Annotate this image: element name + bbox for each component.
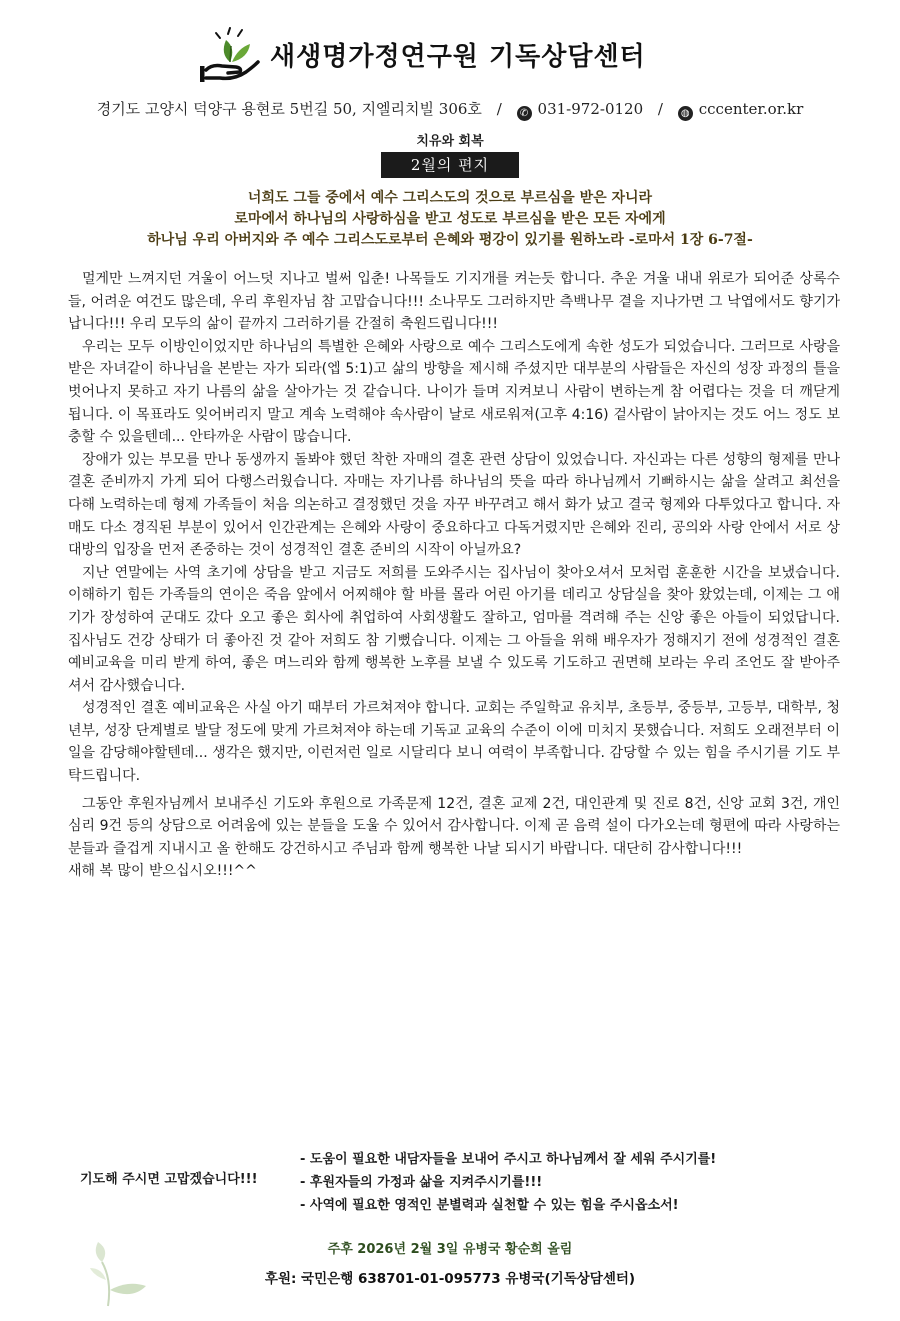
verse-line: 로마에서 하나님의 사랑하심을 받고 성도로 부르심을 받은 모든 자에게 <box>234 211 666 227</box>
letterhead <box>200 26 720 86</box>
org-name: 새생명가정연구원 기독상담센터 <box>270 42 646 72</box>
scripture-verse <box>40 188 860 251</box>
signature: 주후 2026년 2월 3일 유병국 황순희 올림 <box>327 1242 573 1257</box>
globe-icon: ◍ <box>678 106 693 121</box>
verse-line: 하나님 우리 아버지와 주 예수 그리스도로부터 은혜와 평강이 있기를 원하노라 -로마서 1장 6-7절- <box>147 232 753 248</box>
address: 경기도 고양시 덕양구 용현로 5번길 50, 지엘리치빌 306호 <box>96 100 482 118</box>
prayer-item: - 사역에 필요한 영적인 분별력과 실천할 수 있는 힘을 주시옵소서! <box>300 1198 679 1213</box>
paragraph: 그동안 후원자님께서 보내주신 기도와 후원으로 가족문제 12건, 결혼 교제 2건, 대인관계 및 진로 8건, 신앙 교회 3건, 개인 심리 9건 등의 상담으로 어려움에 있는 분들을 도울 수 있어서 감사합니다. 이제 곧 음력 설이 다가오는데 형편에 따라 사랑하는 분들과 즐겁게 지내시고 올 한해도 강건하시고 주님과 함께 행복한 나날 되시기 바랍니다. 대단히 감사합니다!!! <box>68 795 840 857</box>
new-year-greeting: 새해 복 많이 받으십시오!!!^^ <box>68 863 257 880</box>
contact-line <box>0 98 900 121</box>
paragraph: 장애가 있는 부모를 만나 동생까지 돌봐야 했던 착한 자매의 결혼 관련 상담이 있었습니다. 자신과는 다른 성향의 형제를 만나 결혼 준비까지 가게 되어 다행스러웠습니다. 자매는 자기나름 하나님의 뜻을 따라 하나님께서 기뻐하시는 삶을 살려고 최선을 다해 노력하는데 형제 가족들이 처음 의논하고 결정했던 것을 자꾸 바꾸려고 해서 화가 났고 결국 형제와 다투었다고 합니다. 자매도 다소 경직된 부분이 있어서 인간관계는 은혜와 사랑이 중요하다고 다독거렸지만 은혜와 진리, 공의와 사랑 안에서 서로 상대방의 입장을 먼저 존중하는 것이 성경적인 결혼 준비의 시작이 아닐까요? <box>68 451 840 559</box>
prayer-request-label: 기도해 주시면 고맙겠습니다!!! <box>80 1172 258 1187</box>
phone-icon: ✆ <box>517 106 532 121</box>
letter-title-wrap <box>0 152 900 178</box>
logo-hand-leaf-icon <box>200 26 262 84</box>
phone-number: 031-972-0120 <box>537 100 644 118</box>
prayer-request-list <box>300 1148 840 1217</box>
prayer-item: - 도움이 필요한 내담자들을 보내어 주시고 하나님께서 잘 세워 주시기를! <box>300 1152 717 1167</box>
letter-body <box>68 268 840 883</box>
paragraph: 성경적인 결혼 예비교육은 사실 아기 때부터 가르쳐져야 합니다. 교회는 주일학교 유치부, 초등부, 중등부, 고등부, 대학부, 청년부, 성장 단계별로 발달 정도에 맞게 가르쳐져야 하는데 기독교 교육의 수준이 이에 미치지 못했습니다. 저희도 오래전부터 이 일을 감당해야할텐데... 생각은 했지만, 이런저런 일로 시달리다 보니 여력이 부족합니다. 감당할 수 있는 힘을 주시기를 기도 부탁드립니다. <box>68 700 840 785</box>
paragraph: 우리는 모두 이방인이었지만 하나님의 특별한 은혜와 사랑으로 예수 그리스도에게 속한 성도가 되었습니다. 그러므로 사랑을 받은 자녀같이 하나님을 본받는 자가 되라(엡 5:1)고 삶의 방향을 제시해 주셨지만 대부분의 사람들은 자신의 성장 과정의 틀을 벗어나지 못하고 자기 나름의 삶을 살아가는 것 같습니다. 나이가 들며 지켜보니 사람이 변하는게 참 어렵다는 것을 더 깨닫게 됩니다. 이 목표라도 잊어버리지 말고 계속 노력해야 속사람이 날로 새로워져(고후 4:16) 겉사람이 낡아지는 것도 어느 정도 보충할 수 있을텐데... 안타까운 사람이 많습니다. <box>68 338 840 446</box>
prayer-item: - 후원자들의 가정과 삶을 지켜주시기를!!! <box>300 1175 543 1190</box>
paragraph: 멀게만 느껴지던 겨울이 어느덧 지나고 벌써 입춘! 나목들도 기지개를 켜는듯 합니다. 추운 겨울 내내 위로가 되어준 상록수들, 어려운 여건도 많은데, 우리 후원자님 참 고맙습니다!!! 소나무도 그러하지만 측백나무 곁을 지나가면 그 낙엽에서도 향기가 납니다!!! 우리 모두의 삶이 끝까지 그러하기를 간절히 축원드립니다!!! <box>68 271 840 333</box>
separator: / <box>496 100 502 118</box>
website-link[interactable]: cccenter.or.kr <box>698 100 804 118</box>
letter-title: 2월의 편지 <box>381 152 519 178</box>
separator: / <box>657 100 663 118</box>
verse-line: 너희도 그들 중에서 예수 그리스도의 것으로 부르심을 받은 자니라 <box>247 190 653 206</box>
paragraph: 지난 연말에는 사역 초기에 상담을 받고 지금도 저희를 도와주시는 집사님이 찾아오셔서 모처럼 훈훈한 시간을 보냈습니다. 이해하기 힘든 가족들의 연이은 죽음 앞에서 어찌해야 할 바를 몰라 어린 아기를 데리고 상담실을 찾아 왔었는데, 이제는 그 애기가 장성하여 군대도 갔다 오고 좋은 회사에 취업하여 사회생활도 잘하고, 엄마를 격려해 주는 신앙 좋은 아들이 되었답니다. 집사님도 건강 상태가 더 좋아진 것 같아 저희도 참 기뻤습니다. 이제는 그 아들을 위해 배우자가 정해지기 전에 성경적인 결혼 예비교육을 미리 받게 하여, 좋은 며느리와 함께 행복한 노후를 보낼 수 있도록 기도하고 권면해 보라는 우리 조언도 잘 받아주셔서 감사했습니다. <box>68 564 840 694</box>
subtitle: 치유와 회복 <box>416 134 484 149</box>
donation-account: 후원: 국민은행 638701-01-095773 유병국(기독상담센터) <box>264 1271 636 1287</box>
